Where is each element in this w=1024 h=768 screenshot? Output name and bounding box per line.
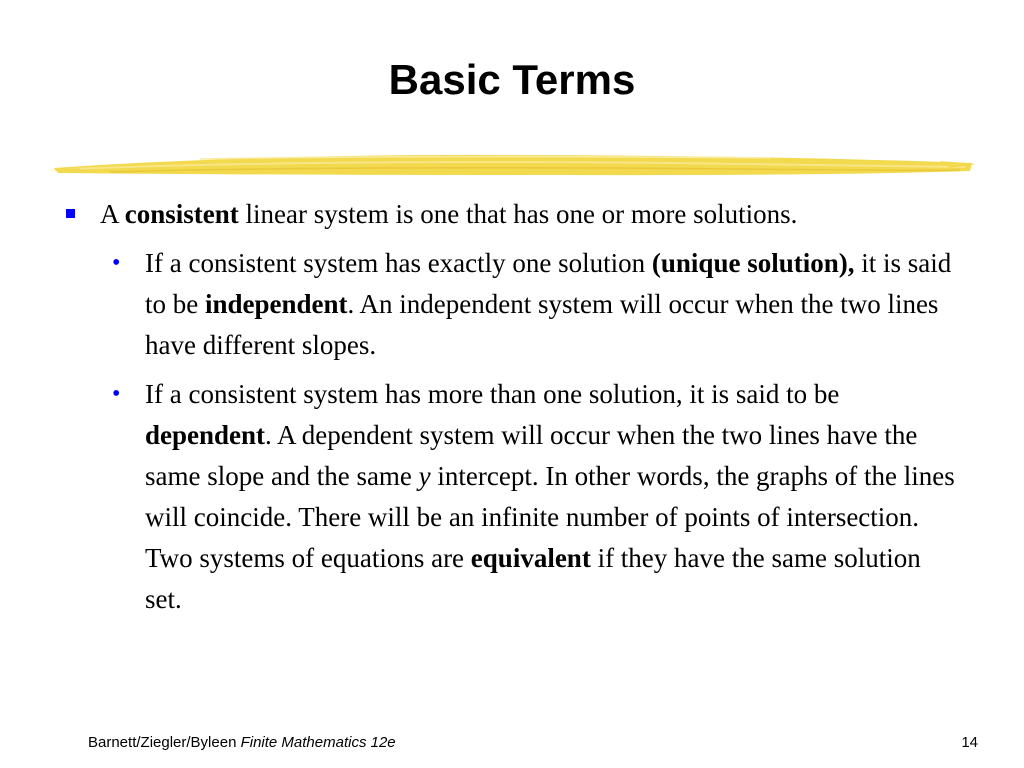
bullet-text: . An independent system will occur when the two lines have different slopes. — [145, 289, 939, 360]
variable-y: y — [418, 461, 431, 491]
sub-bullet-independent — [60, 243, 960, 366]
bullet-text: linear system is one that has one or more solutions. — [238, 199, 798, 229]
footer-authors: Barnett/Ziegler/Byleen — [88, 734, 241, 751]
round-bullet-icon: • — [112, 381, 121, 407]
bullet-text: If a consistent system has exactly one solution — [145, 248, 652, 278]
term-consistent: consistent — [124, 199, 239, 229]
slide-title: Basic Terms — [388, 56, 636, 103]
term-independent: independent — [205, 289, 348, 319]
footer-citation — [88, 733, 396, 753]
term-dependent: dependent — [145, 420, 266, 450]
bullet-text: intercept. In other words, the graphs of the lines will coincide. There will be an infinite number of points of intersection. Two systems of equations are — [145, 461, 955, 573]
term-equivalent: equivalent — [470, 543, 591, 573]
slide-body — [60, 194, 960, 620]
footer-book-title: Finite Mathematics 12e — [240, 734, 396, 751]
bullet-text: if they have the same solution set. — [145, 543, 921, 614]
term-unique-solution: (unique solution), — [651, 248, 855, 278]
bullet-text: it is said to be — [145, 248, 952, 319]
bullet-text: . A dependent system will occur when the two lines have the same slope and the same — [145, 420, 918, 491]
title-underline-brushstroke — [50, 146, 976, 186]
page-number: 14 — [961, 734, 978, 751]
round-bullet-icon: • — [112, 250, 121, 276]
bullet-text: A — [100, 199, 125, 229]
sub-bullet-dependent — [60, 374, 960, 620]
square-bullet-icon — [66, 209, 75, 218]
bullet-text: If a consistent system has more than one solution, it is said to be — [145, 379, 840, 409]
bullet-consistent — [60, 194, 960, 235]
